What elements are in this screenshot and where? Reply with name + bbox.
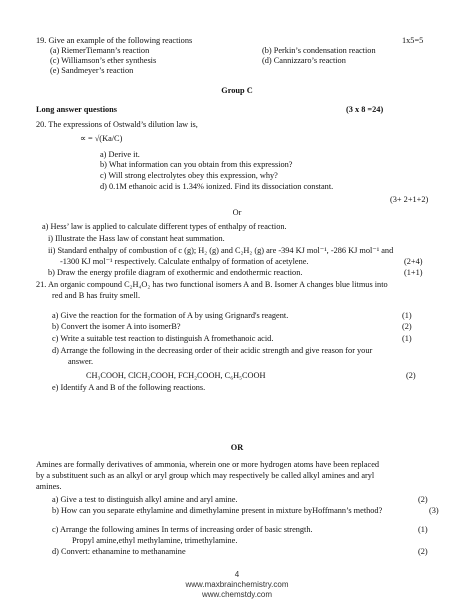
q19-marks: 1x5=5	[402, 36, 424, 45]
q19-option-b: (b) Perkin’s condensation reaction	[262, 46, 376, 55]
amines-part-b: b) How can you separate ethylamine and dimethylamine present in mixture byHoffmann’s method?	[52, 506, 383, 515]
hess-part-ii-line2: -1300 KJ mol⁻¹ respectively. Calculate enthalpy of formation of acetylene.	[60, 257, 309, 266]
q21-part-b-marks: (2)	[402, 322, 412, 331]
q19-stem: 19. Give an example of the following reactions	[36, 36, 193, 45]
hess-part-b: b) Draw the energy profile diagram of exothermic and endothermic reaction.	[48, 268, 303, 277]
amines-part-a-marks: (2)	[418, 495, 428, 504]
q19-option-d: (d) Cannizzaro’s reaction	[262, 56, 346, 65]
hess-part-b-marks: (1+1)	[404, 268, 423, 277]
amines-part-a: a) Give a test to distinguish alkyl amine and aryl amine.	[52, 495, 238, 504]
q21-part-d-line2: answer.	[68, 357, 94, 366]
q21-part-a: a) Give the reaction for the formation of A by using Grignard's reagent.	[52, 311, 289, 320]
amines-part-c-line1: c) Arrange the following amines In terms of increasing order of basic strength.	[52, 525, 313, 534]
q20-stem: 20. The expressions of Ostwald’s dilution law is,	[36, 120, 198, 129]
q20-marks: (3+ 2+1+2)	[390, 195, 429, 204]
q20-part-a: a) Derive it.	[100, 150, 140, 159]
group-c-marks: (3 x 8 =24)	[346, 105, 384, 114]
q20-part-d: d) 0.1M ethanoic acid is 1.34% ionized. Find its dissociation constant.	[100, 182, 334, 191]
hess-part-i: i) Illustrate the Hass law of constant heat summation.	[48, 234, 225, 243]
q19-option-c: (c) Williamson’s ether synthesis	[50, 56, 157, 65]
amines-intro-line3: amines.	[36, 482, 62, 491]
q21-part-d-compounds: CH₃COOH, ClCH₂COOH, FCH₂COOH, C₆H₅COOH	[86, 371, 266, 380]
hess-part-ii-line1: ii) Standard enthalpy of combustion of c (g); H₂ (g) and C₂H₂ (g) are -394 KJ mol⁻¹, -286 KJ mol⁻¹ and	[48, 246, 394, 255]
q19-option-e: (e) Sandmeyer’s reaction	[50, 66, 134, 75]
or-divider-1: Or	[232, 208, 242, 217]
q19-option-a: (a) RiemerTiemann’s reaction	[50, 46, 150, 55]
q21-part-c-marks: (1)	[402, 334, 412, 343]
or-divider-2: OR	[230, 443, 244, 452]
q20-formula: ∝ = √(Ka/C)	[80, 134, 123, 143]
amines-part-d: d) Convert: ethanamine to methanamine	[52, 547, 186, 556]
q21-part-b: b) Convert the isomer A into isomerB?	[52, 322, 181, 331]
q21-part-d-marks: (2)	[406, 371, 416, 380]
hess-part-ii-marks: (2+4)	[404, 257, 423, 266]
amines-part-d-marks: (2)	[418, 547, 428, 556]
group-c-subtitle: Long answer questions	[36, 105, 117, 114]
q21-part-a-marks: (1)	[402, 311, 412, 320]
q20-part-c: c) Will strong electrolytes obey this expression, why?	[100, 171, 278, 180]
q21-stem-line1: 21. An organic compound C₂H₄O₂ has two functional isomers A and B. Isomer A changes blue litmus into	[36, 280, 388, 289]
q20-part-b: b) What information can you obtain from this expression?	[100, 160, 293, 169]
page-number: 4	[234, 570, 240, 579]
q21-part-d-line1: d) Arrange the following in the decreasing order of their acidic strength and give reason for your	[52, 346, 373, 355]
q21-part-c: c) Write a suitable test reaction to distinguish A fromethanoic acid.	[52, 334, 274, 343]
amines-intro-line2: by a substituent such as an alkyl or aryl group which may respectively be called alkyl amines and aryl	[36, 471, 375, 480]
hess-part-a: a) Hess’ law is applied to calculate different types of enthalpy of reaction.	[42, 222, 287, 231]
amines-part-b-marks: (3)	[429, 506, 439, 515]
footer-site-1[interactable]: www.maxbrainchemistry.com	[185, 580, 289, 589]
footer-site-2[interactable]: www.chemstdy.com	[201, 590, 273, 599]
amines-part-c-marks: (1)	[418, 525, 428, 534]
amines-intro-line1: Amines are formally derivatives of ammonia, wherein one or more hydrogen atoms have been replaced	[36, 460, 380, 469]
group-c-title: Group C	[221, 86, 253, 95]
amines-part-c-line2: Propyl amine,ethyl methylamine, trimethylamine.	[72, 536, 238, 545]
q21-part-e: e) Identify A and B of the following reactions.	[52, 383, 206, 392]
q21-stem-line2: red and B has fruity smell.	[52, 291, 141, 300]
